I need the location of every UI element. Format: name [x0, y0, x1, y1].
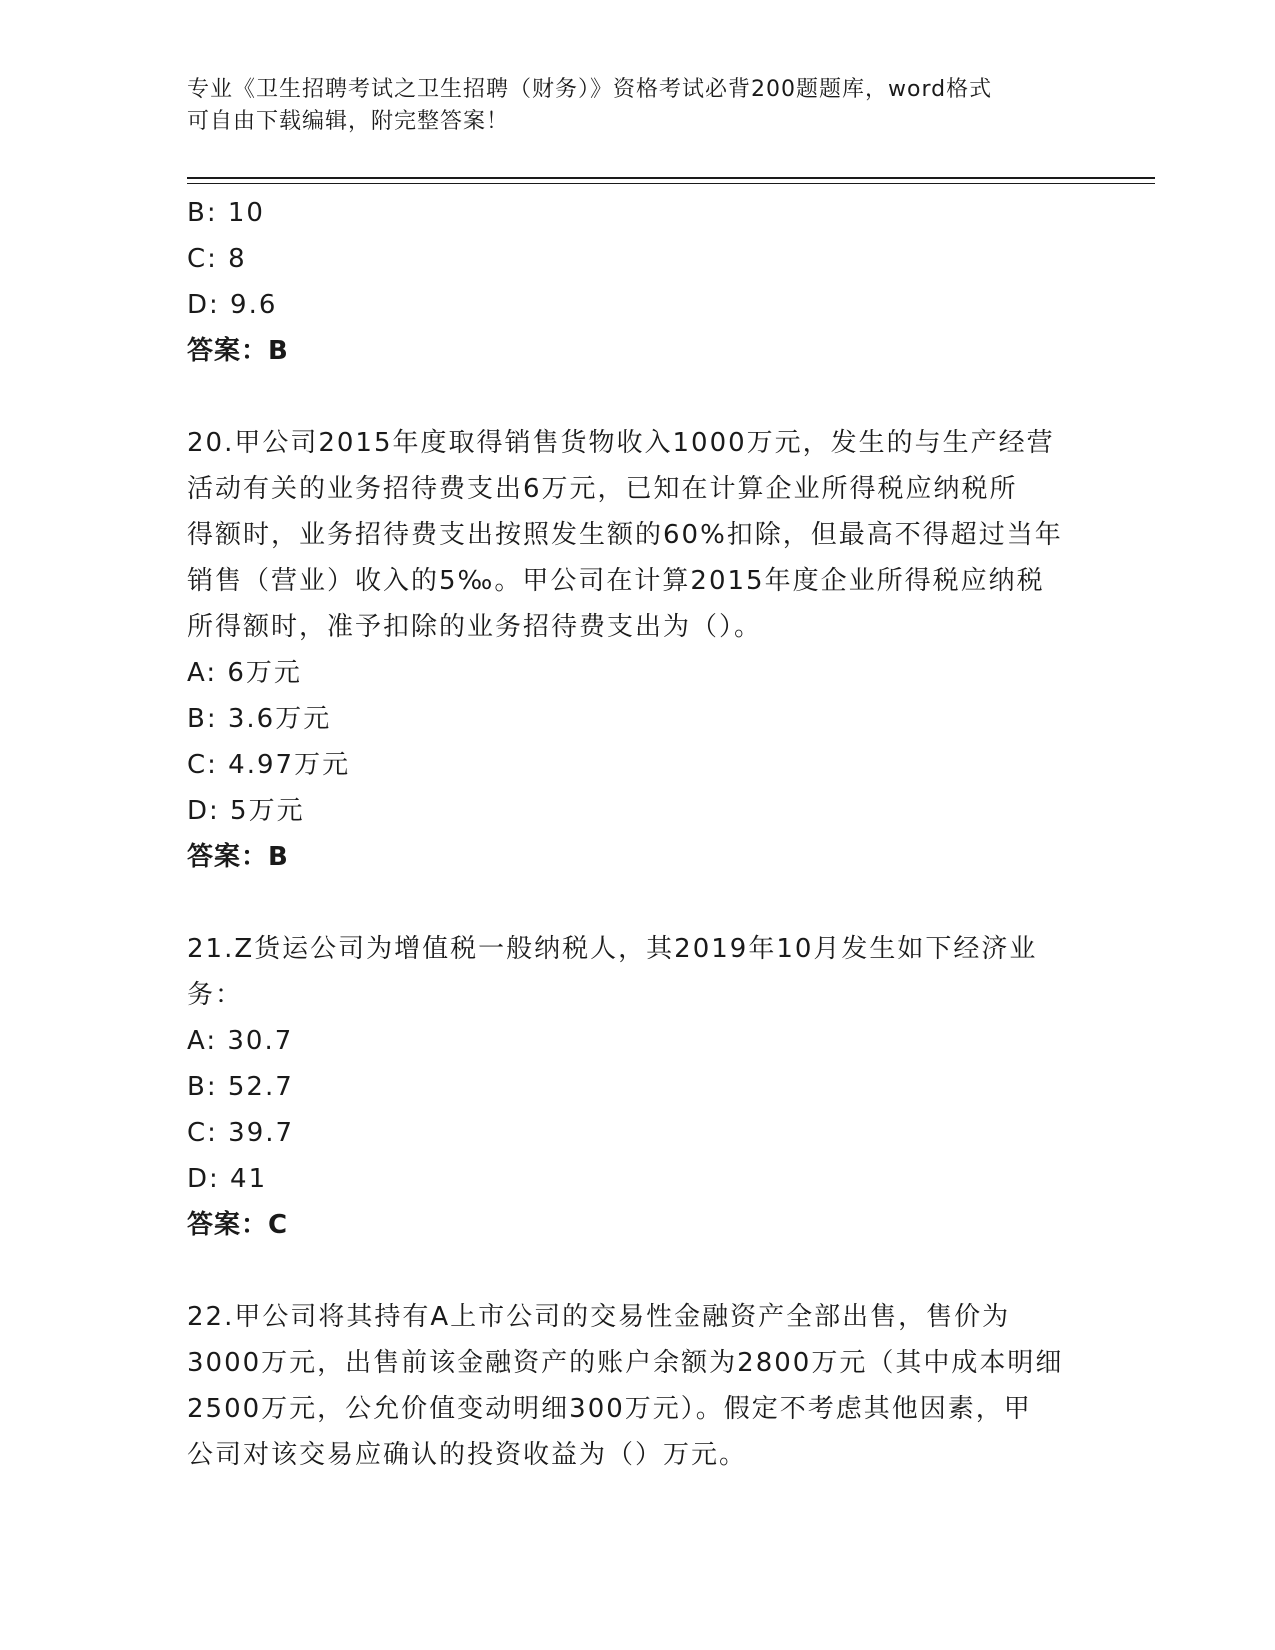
- spacer: [187, 1248, 1087, 1294]
- question-content: [187, 190, 1087, 1478]
- question-text-line: 22.甲公司将其持有A上市公司的交易性金融资产全部出售，售价为: [187, 1302, 1011, 1332]
- question-text-line: 得额时，业务招待费支出按照发生额的60%扣除，但最高不得超过当年: [187, 520, 1063, 550]
- option-b: B: 3.6万元: [187, 704, 332, 734]
- question-19-tail: [187, 190, 1087, 374]
- question-text-line: 公司对该交易应确认的投资收益为（）万元。: [187, 1440, 748, 1470]
- header-line-2: 可自由下载编辑，附完整答案！: [187, 109, 510, 134]
- option-a: A: 6万元: [187, 658, 302, 688]
- option-c: C: 8: [187, 244, 247, 274]
- answer: 答案：B: [187, 842, 289, 872]
- option-c: C: 39.7: [187, 1118, 295, 1148]
- document-header: [187, 74, 1087, 138]
- question-20: [187, 420, 1087, 880]
- spacer: [187, 374, 1087, 420]
- option-d: D: 41: [187, 1164, 268, 1194]
- question-text-line: 活动有关的业务招待费支出6万元，已知在计算企业所得税应纳税所: [187, 474, 1018, 504]
- question-text-line: 20.甲公司2015年度取得销售货物收入1000万元，发生的与生产经营: [187, 428, 1055, 458]
- question-text-line: 务：: [187, 980, 244, 1010]
- question-22: [187, 1294, 1087, 1478]
- option-d: D: 9.6: [187, 290, 278, 320]
- option-c: C: 4.97万元: [187, 750, 351, 780]
- question-text-line: 3000万元，出售前该金融资产的账户余额为2800万元（其中成本明细: [187, 1348, 1064, 1378]
- answer: 答案：C: [187, 1210, 289, 1240]
- answer: 答案：B: [187, 336, 289, 366]
- question-text-line: 销售（营业）收入的5‰。甲公司在计算2015年度企业所得税应纳税: [187, 566, 1045, 596]
- header-divider-thick: [187, 177, 1155, 179]
- question-text-line: 2500万元，公允价值变动明细300万元）。假定不考虑其他因素，甲: [187, 1394, 1032, 1424]
- header-divider-thin: [187, 183, 1155, 184]
- option-d: D: 5万元: [187, 796, 305, 826]
- question-text-line: 所得额时，准予扣除的业务招待费支出为（）。: [187, 612, 763, 642]
- option-b: B: 10: [187, 198, 265, 228]
- spacer: [187, 880, 1087, 926]
- question-text-line: 21.Z货运公司为增值税一般纳税人，其2019年10月发生如下经济业: [187, 934, 1038, 964]
- question-21: [187, 926, 1087, 1248]
- header-line-1: 专业《卫生招聘考试之卫生招聘（财务）》资格考试必背200题题库，word格式: [187, 77, 993, 102]
- option-a: A: 30.7: [187, 1026, 294, 1056]
- option-b: B: 52.7: [187, 1072, 294, 1102]
